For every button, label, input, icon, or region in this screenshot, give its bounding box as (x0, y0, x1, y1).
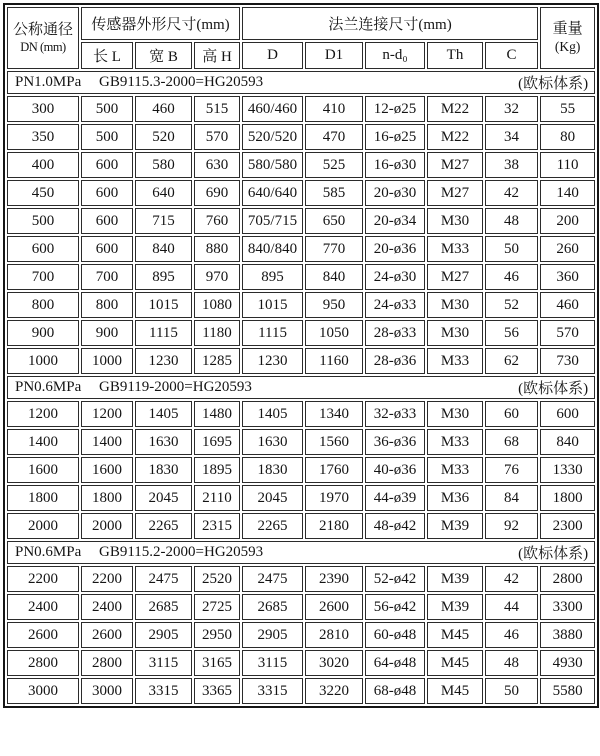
data-cell: 1800 (7, 485, 79, 511)
data-cell: 360 (540, 264, 595, 290)
table-row-dn-300 (7, 96, 595, 122)
table-row-dn-450 (7, 180, 595, 206)
data-cell: 1695 (194, 429, 240, 455)
table-row-dn-2000 (7, 513, 595, 539)
data-cell: 570 (540, 320, 595, 346)
section-standard-code: GB9115.2-2000=HG20593 (99, 544, 264, 560)
data-cell: 1830 (135, 457, 192, 483)
data-cell: 760 (194, 208, 240, 234)
section-pressure-rating: PN0.6MPa (15, 544, 82, 560)
data-cell: M30 (427, 208, 483, 234)
data-cell: 2905 (242, 622, 303, 648)
data-cell: 2000 (81, 513, 133, 539)
data-cell: 1050 (305, 320, 363, 346)
header-nominal-diameter-en: DN (mm) (20, 39, 66, 54)
section-standard-system-note: (欧标体系) (518, 546, 589, 562)
data-cell: 44 (485, 594, 538, 620)
data-cell: 800 (7, 292, 79, 318)
data-cell: 2400 (81, 594, 133, 620)
header-nominal-diameter-cn: 公称通径 (12, 21, 73, 38)
data-cell: 62 (485, 348, 538, 374)
data-cell: 1015 (242, 292, 303, 318)
table-row-dn-350 (7, 124, 595, 150)
header-length-l: 长 L (81, 42, 133, 69)
data-cell: 690 (194, 180, 240, 206)
data-cell: 48 (485, 208, 538, 234)
data-cell: 2000 (7, 513, 79, 539)
data-cell: 2800 (540, 566, 595, 592)
data-cell: 76 (485, 457, 538, 483)
data-cell: 2520 (194, 566, 240, 592)
data-cell: 1400 (7, 429, 79, 455)
data-cell: 700 (81, 264, 133, 290)
data-cell: 715 (135, 208, 192, 234)
data-cell: 600 (81, 152, 133, 178)
data-cell: 1000 (81, 348, 133, 374)
data-cell: 3165 (194, 650, 240, 676)
data-cell: 68-ø48 (365, 678, 425, 704)
data-cell: 60-ø48 (365, 622, 425, 648)
data-cell: 900 (81, 320, 133, 346)
data-cell: 580 (135, 152, 192, 178)
data-cell: 1630 (242, 429, 303, 455)
data-cell: M33 (427, 348, 483, 374)
data-cell: M30 (427, 401, 483, 427)
data-cell: 50 (485, 236, 538, 262)
data-cell: 3115 (242, 650, 303, 676)
data-cell: 730 (540, 348, 595, 374)
table-row-dn-1600 (7, 457, 595, 483)
data-cell: 520/520 (242, 124, 303, 150)
data-cell: 32 (485, 96, 538, 122)
data-cell: 4930 (540, 650, 595, 676)
section-header-cell (7, 541, 595, 564)
data-cell: 2315 (194, 513, 240, 539)
data-cell: 525 (305, 152, 363, 178)
section-header-cell (7, 71, 595, 94)
data-cell: 1560 (305, 429, 363, 455)
header-th: Th (427, 42, 483, 69)
data-cell: 1160 (305, 348, 363, 374)
data-cell: 110 (540, 152, 595, 178)
data-cell: 52 (485, 292, 538, 318)
data-cell: 2725 (194, 594, 240, 620)
data-cell: 2475 (242, 566, 303, 592)
section-header-row (7, 376, 595, 399)
header-c: C (485, 42, 538, 69)
data-cell: 32-ø33 (365, 401, 425, 427)
section-standard-code: GB9119-2000=HG20593 (99, 379, 252, 395)
data-cell: 3115 (135, 650, 192, 676)
table-row-dn-800 (7, 292, 595, 318)
data-cell: 3000 (7, 678, 79, 704)
data-cell: 40-ø36 (365, 457, 425, 483)
data-cell: 1600 (81, 457, 133, 483)
data-cell: 28-ø33 (365, 320, 425, 346)
data-cell: 400 (7, 152, 79, 178)
data-cell: 3315 (135, 678, 192, 704)
data-cell: M36 (427, 485, 483, 511)
data-cell: 1285 (194, 348, 240, 374)
section-pressure-rating: PN0.6MPa (15, 379, 82, 395)
data-cell: 840 (540, 429, 595, 455)
data-cell: 970 (194, 264, 240, 290)
data-cell: 44-ø39 (365, 485, 425, 511)
data-cell: 705/715 (242, 208, 303, 234)
data-cell: 630 (194, 152, 240, 178)
data-cell: M27 (427, 180, 483, 206)
data-cell: 1630 (135, 429, 192, 455)
data-cell: 640/640 (242, 180, 303, 206)
data-cell: 1180 (194, 320, 240, 346)
data-cell: M39 (427, 513, 483, 539)
data-cell: 840 (135, 236, 192, 262)
data-cell: 2045 (242, 485, 303, 511)
table-row-dn-1000 (7, 348, 595, 374)
data-cell: 585 (305, 180, 363, 206)
data-cell: 2045 (135, 485, 192, 511)
data-cell: 1760 (305, 457, 363, 483)
table-body (7, 71, 595, 704)
data-cell: 1230 (135, 348, 192, 374)
table-row-dn-2200 (7, 566, 595, 592)
header-sensor-dimensions-group: 传感器外形尺寸(mm) (81, 7, 240, 40)
header-n-d0: n-d₀ (365, 42, 425, 69)
data-cell: 42 (485, 566, 538, 592)
data-cell: 1015 (135, 292, 192, 318)
table-row-dn-1800 (7, 485, 595, 511)
section-standard-system-note: (欧标体系) (518, 381, 589, 397)
data-cell: 2600 (7, 622, 79, 648)
table-row-dn-2800 (7, 650, 595, 676)
data-cell: M33 (427, 236, 483, 262)
data-cell: 3000 (81, 678, 133, 704)
data-cell: 2600 (81, 622, 133, 648)
data-cell: 20-ø34 (365, 208, 425, 234)
data-cell: 24-ø30 (365, 264, 425, 290)
data-cell: 470 (305, 124, 363, 150)
data-cell: 1330 (540, 457, 595, 483)
dimension-spec-table (3, 3, 599, 708)
header-d: D (242, 42, 303, 69)
data-cell: 2685 (242, 594, 303, 620)
data-cell: 36-ø36 (365, 429, 425, 455)
header-nominal-diameter (7, 7, 79, 69)
data-cell: 500 (7, 208, 79, 234)
header-weight-cn: 重量 (552, 21, 583, 38)
data-cell: 20-ø30 (365, 180, 425, 206)
section-standard-system-note: (欧标体系) (518, 76, 589, 92)
data-cell: M22 (427, 96, 483, 122)
data-cell: M27 (427, 264, 483, 290)
header-width-b: 宽 B (135, 42, 192, 69)
data-cell: 1970 (305, 485, 363, 511)
data-cell: 68 (485, 429, 538, 455)
data-cell: 2200 (7, 566, 79, 592)
data-cell: 12-ø25 (365, 96, 425, 122)
data-cell: M30 (427, 292, 483, 318)
data-cell: 300 (7, 96, 79, 122)
data-cell: 50 (485, 678, 538, 704)
data-cell: 1480 (194, 401, 240, 427)
data-cell: 1080 (194, 292, 240, 318)
data-cell: 600 (81, 208, 133, 234)
data-cell: 46 (485, 622, 538, 648)
data-cell: 2600 (305, 594, 363, 620)
data-cell: 2110 (194, 485, 240, 511)
data-cell: 700 (7, 264, 79, 290)
data-cell: 410 (305, 96, 363, 122)
data-cell: 1405 (135, 401, 192, 427)
data-cell: 880 (194, 236, 240, 262)
data-cell: 2265 (135, 513, 192, 539)
header-weight-unit: (Kg) (554, 38, 581, 54)
data-cell: M45 (427, 678, 483, 704)
data-cell: 5580 (540, 678, 595, 704)
data-cell: 3020 (305, 650, 363, 676)
table-row-dn-2400 (7, 594, 595, 620)
table-row-dn-3000 (7, 678, 595, 704)
table-row-dn-600 (7, 236, 595, 262)
header-weight (540, 7, 595, 69)
data-cell: 895 (135, 264, 192, 290)
section-header-row (7, 71, 595, 94)
data-cell: 1200 (7, 401, 79, 427)
data-cell: 2810 (305, 622, 363, 648)
data-cell: 2905 (135, 622, 192, 648)
data-cell: 600 (81, 236, 133, 262)
data-cell: 1230 (242, 348, 303, 374)
data-cell: 1115 (242, 320, 303, 346)
data-cell: M27 (427, 152, 483, 178)
data-cell: 84 (485, 485, 538, 511)
data-cell: 16-ø30 (365, 152, 425, 178)
data-cell: M45 (427, 622, 483, 648)
section-pressure-rating: PN1.0MPa (15, 74, 82, 90)
data-cell: M39 (427, 594, 483, 620)
data-cell: 24-ø33 (365, 292, 425, 318)
header-height-h: 高 H (194, 42, 240, 69)
data-cell: M39 (427, 566, 483, 592)
data-cell: 64-ø48 (365, 650, 425, 676)
data-cell: 460 (135, 96, 192, 122)
data-cell: 650 (305, 208, 363, 234)
section-header-row (7, 541, 595, 564)
data-cell: M33 (427, 457, 483, 483)
data-cell: 900 (7, 320, 79, 346)
table-header (7, 7, 595, 69)
data-cell: 2475 (135, 566, 192, 592)
data-cell: 520 (135, 124, 192, 150)
data-cell: 28-ø36 (365, 348, 425, 374)
section-header-cell (7, 376, 595, 399)
data-cell: 2685 (135, 594, 192, 620)
data-cell: 950 (305, 292, 363, 318)
data-cell: 92 (485, 513, 538, 539)
data-cell: 34 (485, 124, 538, 150)
data-cell: 3880 (540, 622, 595, 648)
data-cell: M22 (427, 124, 483, 150)
data-cell: 2800 (7, 650, 79, 676)
data-cell: 2390 (305, 566, 363, 592)
data-cell: 2200 (81, 566, 133, 592)
data-cell: 52-ø42 (365, 566, 425, 592)
data-cell: 2800 (81, 650, 133, 676)
data-cell: M33 (427, 429, 483, 455)
data-cell: 1400 (81, 429, 133, 455)
data-cell: 515 (194, 96, 240, 122)
table-row-dn-1400 (7, 429, 595, 455)
data-cell: 770 (305, 236, 363, 262)
data-cell: 1800 (540, 485, 595, 511)
data-cell: 600 (540, 401, 595, 427)
data-cell: 3365 (194, 678, 240, 704)
data-cell: 60 (485, 401, 538, 427)
data-cell: 1200 (81, 401, 133, 427)
data-cell: 46 (485, 264, 538, 290)
data-cell: 260 (540, 236, 595, 262)
table-row-dn-400 (7, 152, 595, 178)
data-cell: 500 (81, 124, 133, 150)
data-cell: 48-ø42 (365, 513, 425, 539)
data-cell: 1895 (194, 457, 240, 483)
data-cell: M45 (427, 650, 483, 676)
table-row-dn-500 (7, 208, 595, 234)
data-cell: 1115 (135, 320, 192, 346)
data-cell: 2300 (540, 513, 595, 539)
data-cell: 640 (135, 180, 192, 206)
data-cell: 500 (81, 96, 133, 122)
data-cell: 800 (81, 292, 133, 318)
data-cell: 2265 (242, 513, 303, 539)
data-cell: 48 (485, 650, 538, 676)
table-row-dn-900 (7, 320, 595, 346)
data-cell: 570 (194, 124, 240, 150)
data-cell: 42 (485, 180, 538, 206)
data-cell: 1830 (242, 457, 303, 483)
table-row-dn-1200 (7, 401, 595, 427)
data-cell: 2400 (7, 594, 79, 620)
data-cell: 56-ø42 (365, 594, 425, 620)
data-cell: 200 (540, 208, 595, 234)
data-cell: 140 (540, 180, 595, 206)
data-cell: 3220 (305, 678, 363, 704)
data-cell: 1340 (305, 401, 363, 427)
data-cell: 20-ø36 (365, 236, 425, 262)
data-cell: 2950 (194, 622, 240, 648)
data-cell: 600 (81, 180, 133, 206)
data-cell: 16-ø25 (365, 124, 425, 150)
data-cell: 38 (485, 152, 538, 178)
data-cell: 460/460 (242, 96, 303, 122)
table-row-dn-700 (7, 264, 595, 290)
data-cell: 80 (540, 124, 595, 150)
table-row-dn-2600 (7, 622, 595, 648)
data-cell: 3315 (242, 678, 303, 704)
section-standard-code: GB9115.3-2000=HG20593 (99, 74, 264, 90)
data-cell: 840/840 (242, 236, 303, 262)
data-cell: 1800 (81, 485, 133, 511)
data-cell: 600 (7, 236, 79, 262)
header-flange-dimensions-group: 法兰连接尺寸(mm) (242, 7, 538, 40)
data-cell: 56 (485, 320, 538, 346)
data-cell: 580/580 (242, 152, 303, 178)
data-cell: 895 (242, 264, 303, 290)
data-cell: 2180 (305, 513, 363, 539)
data-cell: 1600 (7, 457, 79, 483)
header-d1: D1 (305, 42, 363, 69)
data-cell: 1405 (242, 401, 303, 427)
data-cell: 460 (540, 292, 595, 318)
data-cell: 840 (305, 264, 363, 290)
data-cell: 3300 (540, 594, 595, 620)
data-cell: 1000 (7, 348, 79, 374)
data-cell: 450 (7, 180, 79, 206)
data-cell: 55 (540, 96, 595, 122)
data-cell: M30 (427, 320, 483, 346)
data-cell: 350 (7, 124, 79, 150)
